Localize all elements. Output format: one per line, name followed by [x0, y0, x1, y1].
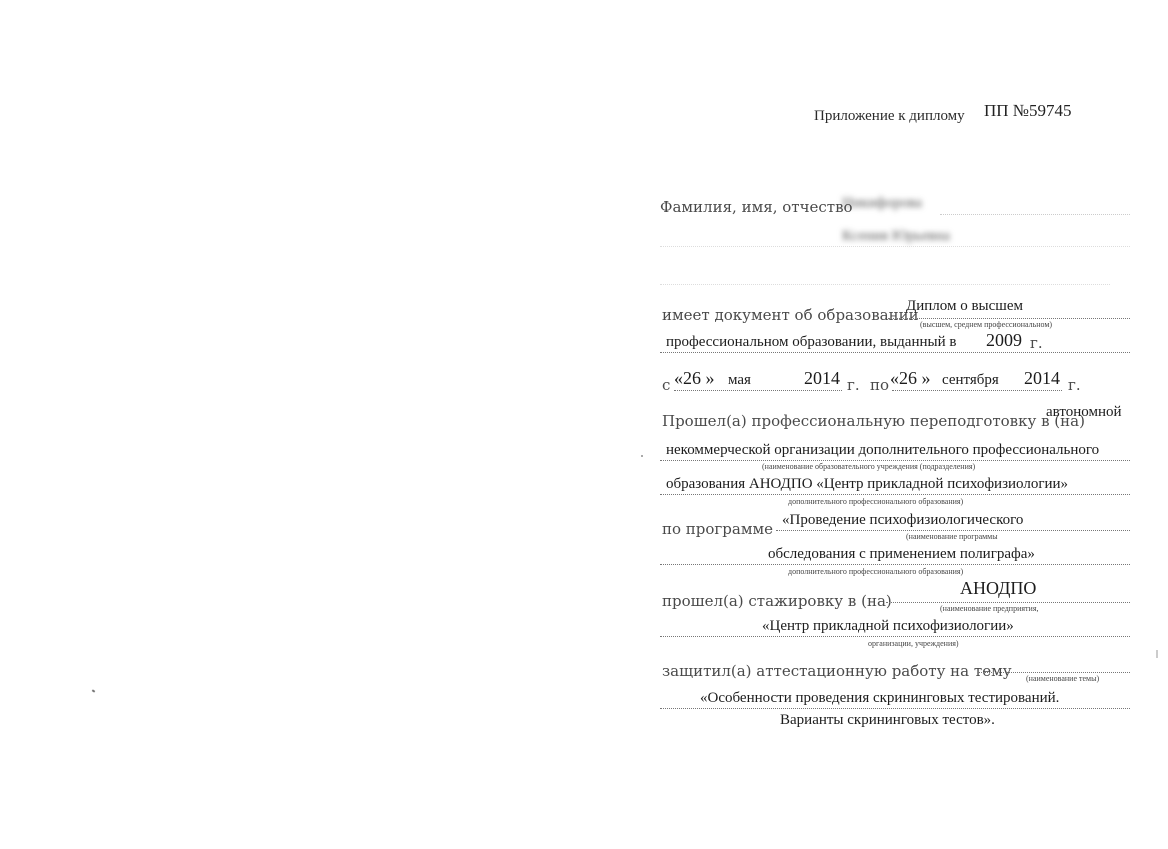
thesis-dots-1	[978, 672, 1130, 673]
fio-surname: Никифорова	[842, 195, 922, 211]
internship-value-2: «Центр прикладной психофизиологии»	[762, 618, 1014, 634]
education-dots-1	[888, 318, 1130, 319]
period-from-day: «26 »	[674, 368, 715, 388]
internship-label: прошел(а) стажировку в (на)	[662, 592, 892, 610]
period-from-prefix: с	[662, 376, 671, 394]
thesis-caption: (наименование темы)	[1026, 674, 1100, 683]
scan-speck	[1156, 650, 1158, 658]
retraining-caption-2: дополнительного профессионального образования)	[788, 497, 964, 506]
internship-caption-2: организации, учреждения)	[868, 639, 959, 648]
fio-dots-1	[940, 214, 1130, 215]
internship-dots-2	[660, 636, 1130, 637]
thesis-label: защитил(а) аттестационную работу на тему	[662, 662, 1012, 680]
education-value-1: Диплом о высшем	[906, 298, 1023, 314]
fio-dots-2	[660, 246, 1130, 247]
education-label: имеет документ об образовании	[662, 306, 919, 324]
period-g2: г.	[1068, 376, 1081, 394]
thesis-dots-2	[660, 708, 1130, 709]
education-year-suffix: г.	[1030, 334, 1043, 352]
thesis-value-2: Варианты скрининговых тестов».	[780, 712, 995, 728]
education-value-2: профессиональном образовании, выданный в	[666, 334, 957, 350]
retraining-value-0: автономной	[1046, 404, 1122, 420]
period-from-dots	[674, 390, 842, 391]
period-to-prefix: по	[870, 376, 890, 394]
internship-caption-1: (наименование предприятия,	[940, 604, 1039, 613]
program-dots-2	[660, 564, 1130, 565]
retraining-caption-1: (наименование образовательного учреждения (подразделения)	[762, 462, 976, 471]
program-value-2: обследования с применением полиграфа»	[768, 546, 1035, 562]
diploma-number: ПП №59745	[984, 101, 1072, 120]
period-to-year: 2014	[1024, 368, 1060, 388]
period-g1: г.	[847, 376, 860, 394]
period-from-year: 2014	[804, 368, 840, 388]
education-dots-2	[660, 352, 1130, 353]
internship-dots-1	[886, 602, 1130, 603]
thesis-value-1: «Особенности проведения скрининговых тестирований.	[700, 690, 1060, 706]
appendix-label: Приложение к диплому	[814, 108, 965, 124]
program-label: по программе	[662, 520, 774, 538]
period-to-day: «26 »	[890, 368, 931, 388]
fio-name: Ксения Юрьевна	[842, 228, 951, 244]
period-to-dots	[892, 390, 1062, 391]
period-to-month: сентября	[942, 372, 999, 388]
retraining-label: Прошел(а) профессиональную переподготовку в (на)	[662, 412, 1085, 430]
scan-speck	[92, 689, 96, 692]
retraining-value-1: некоммерческой организации дополнительного профессионального	[666, 442, 1100, 458]
retraining-value-2: образования АНОДПО «Центр прикладной психофизиологии»	[666, 476, 1069, 492]
education-year: 2009	[986, 330, 1022, 350]
fio-label: Фамилия, имя, отчество	[660, 198, 853, 216]
period-from-month: мая	[728, 372, 751, 388]
scan-speck	[641, 455, 643, 457]
program-dots-1	[776, 530, 1130, 531]
retraining-dots-1	[660, 460, 1130, 461]
retraining-dots-2	[660, 494, 1130, 495]
program-value-1: «Проведение психофизиологического	[782, 512, 1024, 528]
fio-dots-3	[660, 284, 1110, 285]
program-caption-1: (наименование программы	[906, 532, 998, 541]
program-caption-2: дополнительного профессионального образования)	[788, 567, 964, 576]
education-caption: (высшем, среднем профессиональном)	[920, 320, 1053, 329]
internship-value-1: АНОДПО	[960, 578, 1037, 598]
